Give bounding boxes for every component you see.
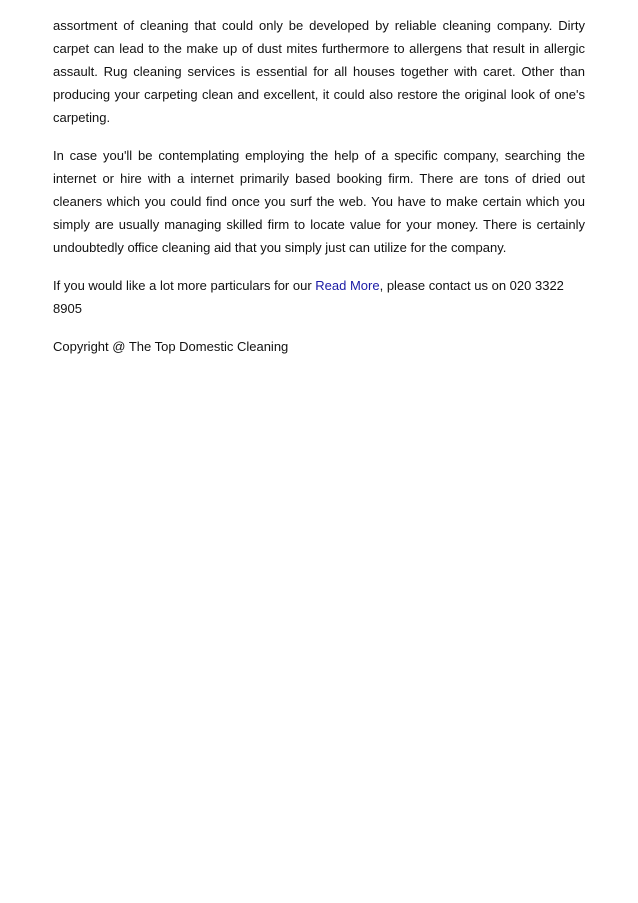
paragraph-carpet-cleaning: assortment of cleaning that could only be developed by reliable cleaning company. Dirty carpet can lead to the make up of dust mites furthermore to allergens that result in allergic assault. Rug cleaning services is essential for all houses together with caret. Other than producing your carpeting clean and excellent, it could also restore the original look of one's carpeting. — [53, 18, 585, 125]
paragraph-hiring-company: In case you'll be contemplating employing the help of a specific company, searching the internet or hire with a internet primarily based booking firm. There are tons of dried out cleaners which you could find once you surf the web. You have to make certain which you simply are usually managing skilled firm to locate value for your money. There is certainly undoubtedly office cleaning aid that you simply just can utilize for the company. — [53, 148, 585, 255]
document-page — [53, 14, 585, 373]
read-more-link[interactable]: Read More — [315, 278, 380, 293]
contact-text-after: , please contact us on 020 3322 8905 — [53, 278, 564, 316]
contact-text-before: If you would like a lot more particulars for our — [53, 278, 316, 293]
copyright-text: Copyright @ The Top Domestic Cleaning — [53, 339, 289, 354]
paragraph-contact — [53, 274, 585, 320]
